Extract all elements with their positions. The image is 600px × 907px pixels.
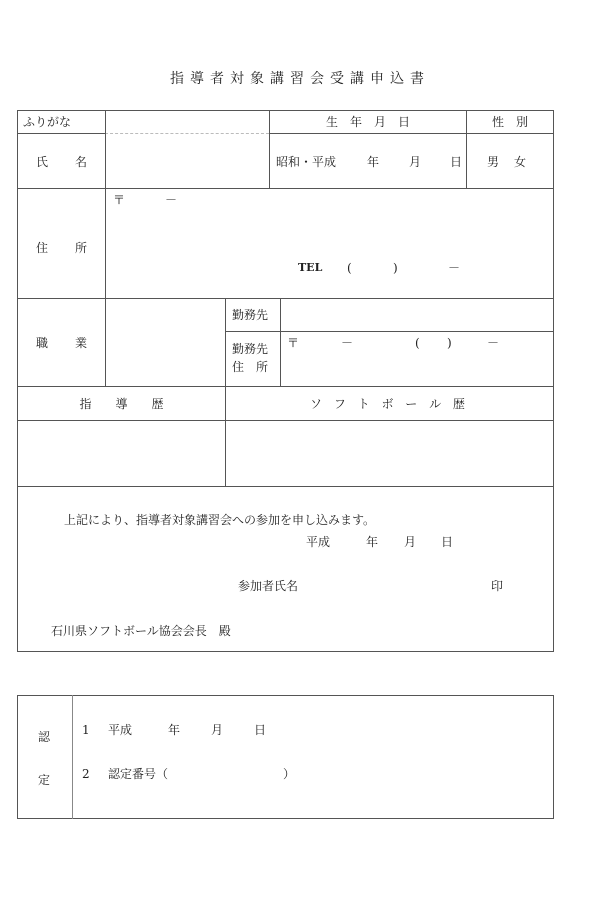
row-divider <box>17 486 554 487</box>
table-border-left <box>17 110 18 652</box>
birthdate-header: 生 年 月 日 <box>325 115 410 129</box>
table-border-top <box>17 110 554 111</box>
tel-open-paren: ( <box>347 261 352 275</box>
declaration-statement: 上記により、指導者対象講習会への参加を申し込みます。 <box>64 513 376 527</box>
participant-name-label: 参加者氏名 <box>238 579 299 593</box>
workplace-address-label-1: 勤務先 <box>232 342 269 356</box>
workplace-field[interactable] <box>281 299 553 330</box>
table-border-bottom <box>17 651 554 652</box>
softball-history-field[interactable] <box>226 421 553 485</box>
row-divider <box>17 133 105 134</box>
box-border-top <box>17 695 554 696</box>
name-label-1: 氏 <box>36 155 49 169</box>
furigana-label: ふりがな <box>23 115 72 129</box>
workplace-address-label-2: 住 所 <box>232 360 269 374</box>
table-border-right <box>553 110 554 652</box>
item1-number: 1 <box>82 723 90 737</box>
workplace-tel-close-paren: ) <box>447 336 452 350</box>
gender-option-male[interactable]: 男 <box>487 155 500 169</box>
occupation-label-2: 業 <box>75 336 88 350</box>
gender-option-female[interactable]: 女 <box>514 155 527 169</box>
coaching-history-header: 指 導 歴 <box>79 397 164 411</box>
item2-number: 2 <box>82 767 90 781</box>
box-divider <box>72 695 73 819</box>
document-title: 指導者対象講習会受講申込書 <box>170 71 430 87</box>
occupation-label-1: 職 <box>36 336 49 350</box>
box-border-left <box>17 695 18 819</box>
row-divider <box>225 331 554 332</box>
birthdate-year-label: 年 <box>367 155 380 169</box>
workplace-postal-mark: 〒 <box>287 336 300 350</box>
workplace-postal-dash: － <box>341 336 354 350</box>
declaration-date-month: 月 <box>404 535 417 549</box>
row-divider <box>17 386 554 387</box>
row-divider <box>269 133 554 134</box>
participant-name-field[interactable] <box>310 574 480 596</box>
workplace-tel-dash: － <box>487 336 500 350</box>
seal-mark: 印 <box>491 579 504 593</box>
declaration-date-day: 日 <box>441 535 454 549</box>
box-border-bottom <box>17 818 554 819</box>
item1-year: 年 <box>168 723 181 737</box>
birthdate-era: 昭和・平成 <box>276 155 337 169</box>
item1-month: 月 <box>211 723 224 737</box>
declaration-date-era: 平成 <box>306 535 331 549</box>
addressee: 石川県ソフトボール協会会長 殿 <box>51 624 231 638</box>
workplace-label: 勤務先 <box>232 308 269 322</box>
name-label-2: 名 <box>75 155 88 169</box>
declaration-date-year: 年 <box>366 535 379 549</box>
box-border-right <box>553 695 554 819</box>
address-label-1: 住 <box>36 241 49 255</box>
tel-label: TEL <box>298 261 323 274</box>
postal-dash: － <box>165 193 178 207</box>
birthdate-month-label: 月 <box>409 155 422 169</box>
name-field[interactable] <box>106 134 268 187</box>
furigana-field[interactable] <box>106 111 268 132</box>
occupation-field[interactable] <box>106 299 224 385</box>
item1-era: 平成 <box>108 723 133 737</box>
tel-close-paren: ) <box>393 261 398 275</box>
gender-header: 性 別 <box>491 115 528 129</box>
birthdate-day-label: 日 <box>450 155 463 169</box>
postal-mark: 〒 <box>113 193 126 207</box>
item2-label: 認定番号（ <box>108 767 169 781</box>
workplace-tel-open-paren: ( <box>415 336 420 350</box>
certification-label-1: 認 <box>38 730 51 744</box>
certification-label-2: 定 <box>38 773 51 787</box>
softball-history-header: ソ フ ト ボ ー ル 歴 <box>310 397 469 411</box>
row-divider <box>17 188 554 189</box>
item1-day: 日 <box>254 723 267 737</box>
tel-dash: － <box>448 261 461 275</box>
item2-close-paren: ） <box>283 767 296 781</box>
address-label-2: 所 <box>75 241 88 255</box>
coaching-history-field[interactable] <box>18 421 224 485</box>
